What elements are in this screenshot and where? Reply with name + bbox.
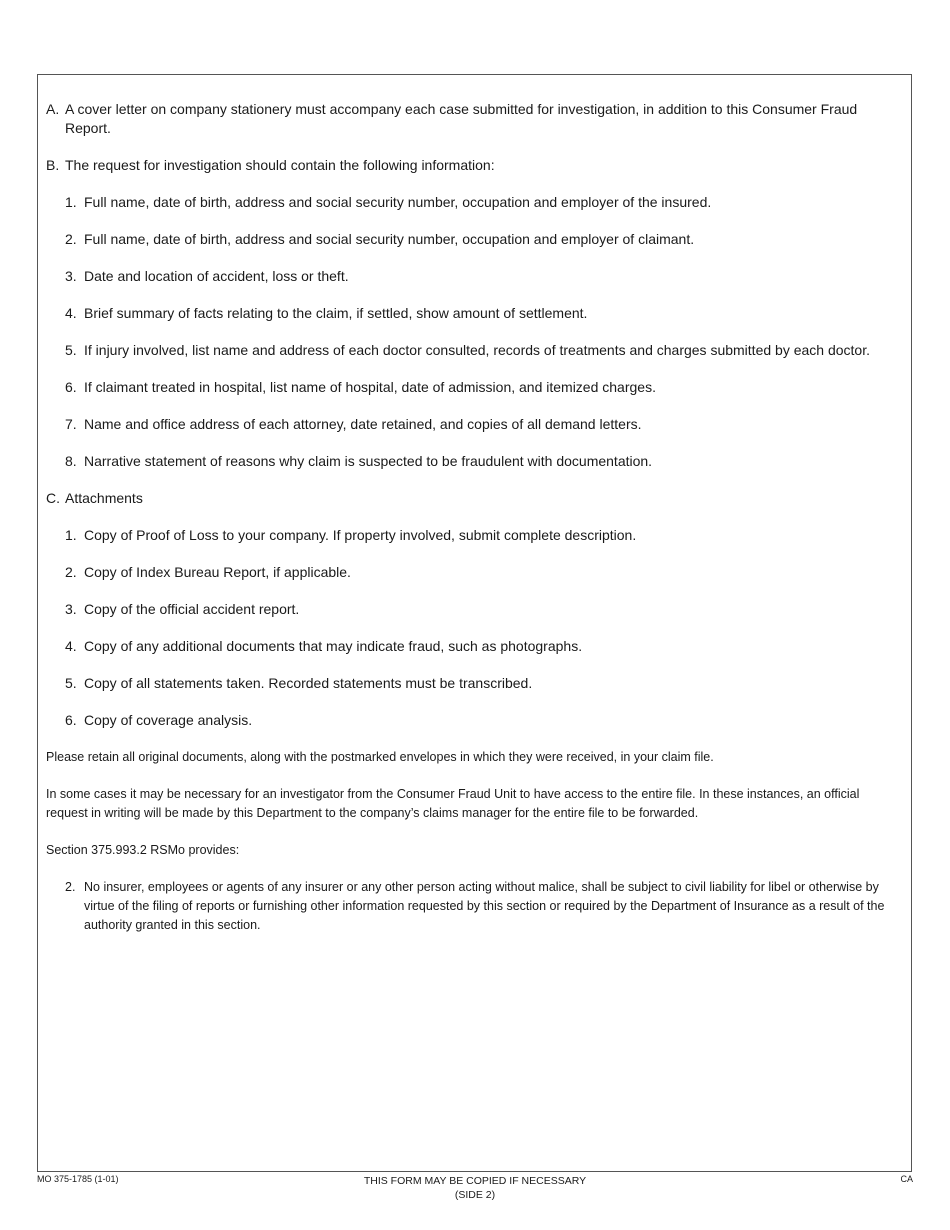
side-label: (SIDE 2) <box>454 1189 496 1201</box>
list-item <box>65 711 899 730</box>
list-item <box>65 563 899 582</box>
list-item-number: 5. <box>65 342 77 358</box>
list-item-number: 4. <box>65 638 77 654</box>
form-code: CA <box>900 1174 913 1184</box>
section-a-label: A. <box>46 101 60 117</box>
list-item-number: 2. <box>65 564 77 580</box>
list-item-text: Brief summary of facts relating to the claim, if settled, show amount of settlement. <box>84 305 588 321</box>
provision-number: 2. <box>65 880 76 894</box>
list-item-text: Date and location of accident, loss or theft. <box>84 268 349 284</box>
section-reference: Section 375.993.2 RSMo provides: <box>46 843 240 857</box>
list-item-number: 6. <box>65 379 77 395</box>
section-a <box>46 100 899 138</box>
list-item <box>65 267 899 286</box>
list-item <box>65 378 899 397</box>
access-note: In some cases it may be necessary for an investigator from the Consumer Fraud Unit to have access to the entire file. In these instances, an official request in writing will be made by this Department to the company’s claims manager for the entire file to be forwarded. <box>46 787 860 820</box>
list-item-text: Full name, date of birth, address and social security number, occupation and employer of claimant. <box>84 231 695 247</box>
list-item <box>65 674 899 693</box>
list-item-text: Copy of Index Bureau Report, if applicable. <box>84 564 351 580</box>
list-item-number: 6. <box>65 712 77 728</box>
form-content <box>46 100 899 953</box>
provision-item <box>65 878 899 935</box>
footer-center <box>0 1174 950 1202</box>
form-border <box>37 74 912 1172</box>
list-item-text: Name and office address of each attorney, date retained, and copies of all demand letters. <box>84 416 642 432</box>
list-item-text: Copy of any additional documents that may indicate fraud, such as photographs. <box>84 638 583 654</box>
retain-note: Please retain all original documents, along with the postmarked envelopes in which they were received, in your claim file. <box>46 750 714 764</box>
list-item-text: Copy of all statements taken. Recorded statements must be transcribed. <box>84 675 533 691</box>
list-item-number: 1. <box>65 194 77 210</box>
list-item <box>65 304 899 323</box>
copy-notice: THIS FORM MAY BE COPIED IF NECESSARY <box>363 1175 587 1187</box>
list-item-text: Narrative statement of reasons why claim is suspected to be fraudulent with documentation. <box>84 453 653 469</box>
list-item <box>65 526 899 545</box>
list-item <box>65 230 899 249</box>
list-item-text: If claimant treated in hospital, list name of hospital, date of admission, and itemized charges. <box>84 379 656 395</box>
list-item <box>65 415 899 434</box>
section-a-text: A cover letter on company stationery must accompany each case submitted for investigation, in addition to this Consumer Fraud Report. <box>65 101 858 136</box>
list-item-text: Copy of coverage analysis. <box>84 712 253 728</box>
list-item <box>65 341 899 360</box>
list-item-text: If injury involved, list name and address of each doctor consulted, records of treatments and charges submitted by each doctor. <box>84 342 870 358</box>
section-c-label: C. <box>46 490 60 506</box>
list-item-number: 3. <box>65 601 77 617</box>
list-item <box>65 637 899 656</box>
list-item <box>65 193 899 212</box>
section-b <box>46 156 899 175</box>
list-item-number: 8. <box>65 453 77 469</box>
section-c-text: Attachments <box>65 490 143 506</box>
list-item-number: 1. <box>65 527 77 543</box>
list-item-text: Copy of Proof of Loss to your company. If property involved, submit complete description. <box>84 527 637 543</box>
list-item <box>65 600 899 619</box>
list-item-text: Full name, date of birth, address and social security number, occupation and employer of the insured. <box>84 194 712 210</box>
list-item-number: 5. <box>65 675 77 691</box>
list-item-number: 2. <box>65 231 77 247</box>
section-b-text: The request for investigation should contain the following information: <box>65 157 495 173</box>
list-item-number: 7. <box>65 416 77 432</box>
list-item-number: 3. <box>65 268 77 284</box>
list-item-text: Copy of the official accident report. <box>84 601 300 617</box>
list-item-number: 4. <box>65 305 77 321</box>
list-item <box>65 452 899 471</box>
section-b-label: B. <box>46 157 60 173</box>
provision-text: No insurer, employees or agents of any insurer or any other person acting without malice, shall be subject to civil liability for libel or otherwise by virtue of the filing of reports or furnishing other information requested by this section or required by the Department of Insurance as a result of the authority granted in this section. <box>84 880 885 932</box>
section-c <box>46 489 899 508</box>
form-number: MO 375-1785 (1-01) <box>37 1174 119 1184</box>
